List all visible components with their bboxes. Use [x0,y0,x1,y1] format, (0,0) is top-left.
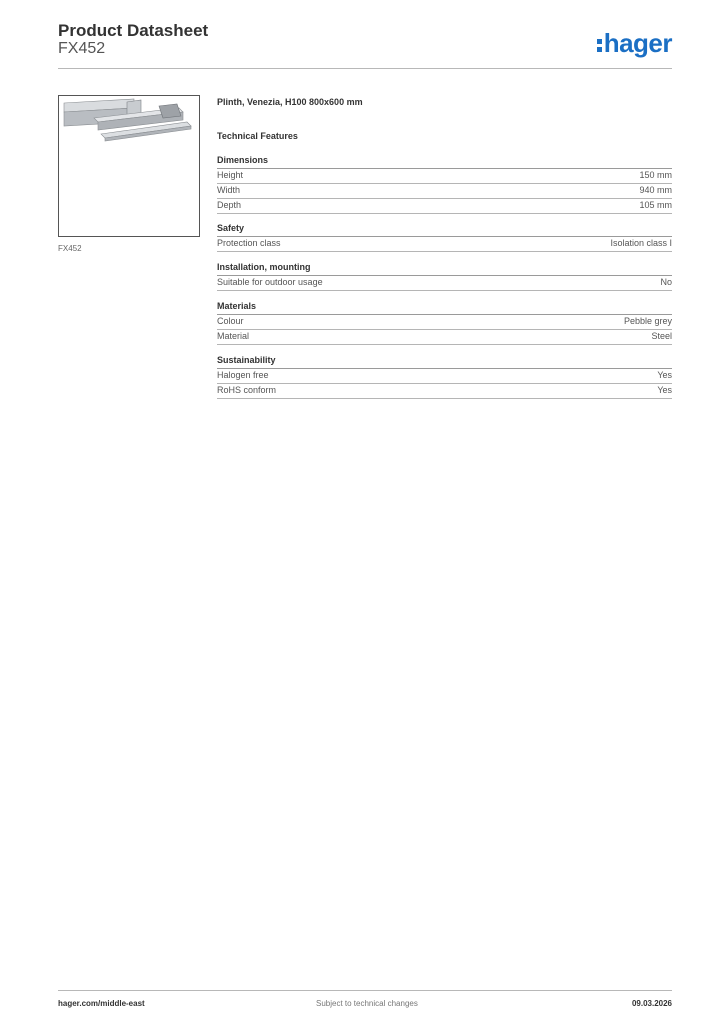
logo-dots-icon [597,35,603,55]
page-title: Product Datasheet [58,21,209,40]
section-heading: Materials [217,301,672,315]
hager-logo[interactable] [597,28,672,59]
section-heading: Safety [217,223,672,237]
footer-note: Subject to technical changes [316,999,418,1008]
table-row: Halogen free Yes [217,369,672,384]
header-divider [58,68,672,69]
section-installation [217,262,672,291]
table-row: Material Steel [217,330,672,345]
footer-website-link[interactable]: hager.com/middle-east [58,999,145,1008]
section-heading: Installation, mounting [217,262,672,276]
table-row: Depth 105 mm [217,199,672,214]
section-safety [217,223,672,252]
section-heading: Sustainability [217,355,672,369]
product-code: FX452 [58,40,106,57]
technical-features-heading: Technical Features [217,131,298,141]
section-heading: Dimensions [217,155,672,169]
footer-divider [58,990,672,991]
image-caption: FX452 [58,244,82,253]
plinth-illustration [59,96,199,236]
product-title: Plinth, Venezia, H100 800x600 mm [217,97,363,107]
table-row: Colour Pebble grey [217,315,672,330]
product-image [58,95,200,237]
table-row: Suitable for outdoor usage No [217,276,672,291]
section-dimensions [217,155,672,214]
table-row: Height 150 mm [217,169,672,184]
table-row: Width 940 mm [217,184,672,199]
table-row: Protection class Isolation class I [217,237,672,252]
section-materials [217,301,672,345]
table-row: RoHS conform Yes [217,384,672,399]
footer-date: 09.03.2026 [631,999,672,1008]
section-sustainability [217,355,672,399]
logo-text: hager [603,28,672,58]
